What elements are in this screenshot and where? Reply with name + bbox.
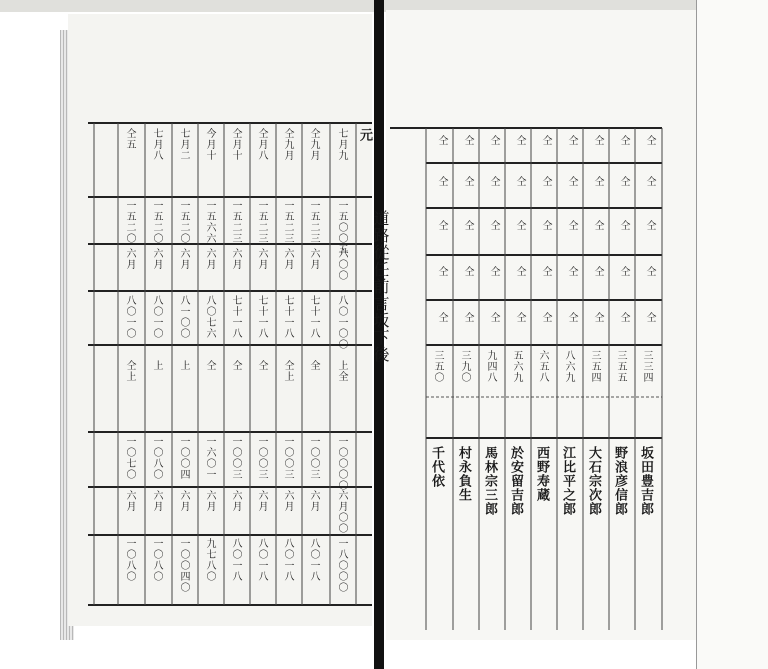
- left-cell-date: 六月: [282, 248, 293, 270]
- left-cell-date: 六月: [151, 248, 162, 270]
- right-marker: 仝: [566, 135, 577, 146]
- left-cell-range: 八一〇〇: [178, 295, 189, 339]
- right-marker: 仝: [618, 176, 629, 187]
- left-cell-final: 九七八〇: [204, 538, 215, 582]
- left-cell-days: 一五二三: [282, 200, 293, 244]
- right-marker: 仝: [618, 266, 629, 277]
- right-marker: 仝: [436, 176, 447, 187]
- left-cell-lastday: 六月: [178, 490, 189, 512]
- left-cell-days: 一五六六: [204, 200, 215, 244]
- left-cell-date: 六月: [204, 248, 215, 270]
- left-cell-days: 一五二〇: [124, 200, 135, 244]
- right-marker: 仝: [644, 176, 655, 187]
- right-entry-name: 野浪彦信郎: [612, 446, 627, 516]
- left-cell-num: 一〇八〇: [151, 436, 162, 480]
- right-marker: 仝: [540, 176, 551, 187]
- left-cell-final: 一八〇〇〇: [336, 538, 347, 593]
- left-cell-range: 七十一八: [256, 295, 267, 339]
- right-entry-date: 三五四: [589, 350, 600, 383]
- left-cell-month: 七月二: [178, 128, 189, 161]
- right-marker: 仝: [592, 176, 603, 187]
- right-marker: 仝: [514, 266, 525, 277]
- right-marker: 仝: [566, 176, 577, 187]
- right-entry-name: 坂田豊吉郎: [638, 446, 653, 516]
- left-cell-month: 七月八: [151, 128, 162, 161]
- heading-char-8: 下: [371, 329, 390, 346]
- left-cell-days: 一五二三: [308, 200, 319, 244]
- left-cell-month: 今月十: [204, 128, 215, 161]
- left-cell-range: 七十一八: [230, 295, 241, 339]
- right-marker: 仝: [618, 220, 629, 231]
- right-marker: 仝: [514, 220, 525, 231]
- left-cell-range: 八〇一〇: [124, 295, 135, 339]
- right-marker: 仝: [514, 176, 525, 187]
- left-cell-note: 上: [178, 360, 189, 371]
- left-cell-note: 上全: [336, 360, 347, 382]
- heading-char-4: 任: [371, 261, 390, 278]
- heading-char-1: 道: [371, 210, 390, 227]
- right-marker: 仝: [592, 266, 603, 277]
- right-marker: 仝: [566, 312, 577, 323]
- left-page-heading: [372, 210, 388, 363]
- left-cell-lastday: 六月: [204, 490, 215, 512]
- right-marker: 仝: [540, 312, 551, 323]
- right-marker: 仝: [462, 135, 473, 146]
- left-cell-final: 八〇一八: [282, 538, 293, 582]
- right-marker: 仝: [644, 266, 655, 277]
- left-cell-month: 仝五: [124, 128, 135, 150]
- right-marker: 仝: [592, 220, 603, 231]
- left-cell-date: 六月: [230, 248, 241, 270]
- left-cell-num: 一六〇一: [204, 436, 215, 480]
- right-marker: 仝: [540, 220, 551, 231]
- left-cell-month: 仝九月: [308, 128, 319, 161]
- heading-char-9: 後: [371, 346, 390, 363]
- left-cell-note: 仝: [230, 360, 241, 371]
- right-marker: 仝: [488, 176, 499, 187]
- right-entry-name: 馬林宗三郎: [482, 446, 497, 516]
- left-cell-num: 一〇〇三: [282, 436, 293, 480]
- label-0: 元: [357, 128, 372, 142]
- right-marker: 仝: [644, 220, 655, 231]
- left-cell-num: 一〇〇〇〇: [336, 436, 347, 491]
- right-entry-name: 大石宗次郎: [586, 446, 601, 516]
- right-marker: 仝: [514, 135, 525, 146]
- left-cell-num: 一〇〇三: [230, 436, 241, 480]
- right-marker: 仝: [462, 176, 473, 187]
- right-entry-name: 於安留吉郎: [508, 446, 523, 516]
- right-marker: 仝: [488, 220, 499, 231]
- left-cell-num: 一〇七〇: [124, 436, 135, 480]
- left-cell-lastday: 六月: [308, 490, 319, 512]
- left-cell-note: 全: [308, 360, 319, 371]
- left-cell-date: 六月: [124, 248, 135, 270]
- left-cell-note: 仝上: [282, 360, 293, 382]
- left-cell-days: 一五二〇: [151, 200, 162, 244]
- right-marker: 仝: [644, 135, 655, 146]
- right-entry-name: 江比平之郎: [560, 446, 575, 516]
- left-cell-date: 六月: [178, 248, 189, 270]
- left-cell-lastday: 六月: [124, 490, 135, 512]
- left-cell-final: 一〇八〇: [151, 538, 162, 582]
- right-marker: 仝: [488, 312, 499, 323]
- right-marker: 仝: [462, 312, 473, 323]
- right-marker: 仝: [462, 266, 473, 277]
- right-marker: 仝: [462, 220, 473, 231]
- left-cell-month: 仝月十: [230, 128, 241, 161]
- right-marker: 仝: [566, 220, 577, 231]
- left-cell-num: 一〇〇四: [178, 436, 189, 480]
- right-marker: 仝: [644, 312, 655, 323]
- left-cell-range: 七十一八: [282, 295, 293, 339]
- right-marker: 仝: [618, 135, 629, 146]
- heading-char-5: 前: [371, 278, 390, 295]
- right-entry-date: 三五五: [615, 350, 626, 383]
- left-cell-range: 八〇一〇: [151, 295, 162, 339]
- left-cell-final: 一〇〇四〇: [178, 538, 189, 593]
- right-entry-date: 五六九: [511, 350, 522, 383]
- left-cell-days: 一五二〇: [178, 200, 189, 244]
- right-entry-name: 西野寿蔵: [534, 446, 549, 502]
- right-entry-date: 三五〇: [432, 350, 443, 383]
- right-marker: 仝: [540, 266, 551, 277]
- left-cell-final: 八〇一八: [308, 538, 319, 582]
- heading-char-3: 從: [371, 244, 390, 261]
- right-marker: 仝: [436, 312, 447, 323]
- left-cell-note: 仝: [204, 360, 215, 371]
- right-entry-date: 九四八: [485, 350, 496, 383]
- left-cell-final: 一〇八〇: [124, 538, 135, 582]
- left-cell-final: 八〇一八: [230, 538, 241, 582]
- right-entry-date: 八六九: [563, 350, 574, 383]
- left-cell-month: 仝月八: [256, 128, 267, 161]
- left-cell-range: 八〇一〇〇: [336, 295, 347, 350]
- right-entry-date: 三九〇: [459, 350, 470, 383]
- left-row-labels: [358, 128, 371, 142]
- right-marker: 仝: [618, 312, 629, 323]
- right-marker: 仝: [488, 266, 499, 277]
- heading-char-2: 路: [371, 227, 390, 244]
- left-cell-note: 仝上: [124, 360, 135, 382]
- heading-char-7: 坂: [371, 312, 390, 329]
- right-marker: 仝: [436, 135, 447, 146]
- left-cell-lastday: 六月: [230, 490, 241, 512]
- left-cell-range: 八〇七六: [204, 295, 215, 339]
- right-marker: 仝: [540, 135, 551, 146]
- right-marker: 仝: [436, 220, 447, 231]
- heading-char-6: 言: [371, 295, 390, 312]
- right-marker: 仝: [566, 266, 577, 277]
- right-entry-name: 村永負生: [456, 446, 471, 502]
- left-cell-lastday: 六月: [256, 490, 267, 512]
- left-cell-lastday: 六月〇〇: [336, 490, 347, 534]
- left-cell-date: 六月: [308, 248, 319, 270]
- right-marker: 仝: [592, 135, 603, 146]
- left-cell-days: 一五二三: [230, 200, 241, 244]
- left-cell-date: 六〇〇: [336, 248, 347, 281]
- right-marker: 仝: [592, 312, 603, 323]
- right-marker: 仝: [488, 135, 499, 146]
- left-cell-final: 八〇一八: [256, 538, 267, 582]
- left-cell-range: 七十一八: [308, 295, 319, 339]
- right-entry-name: 千代依: [429, 446, 444, 488]
- left-cell-date: 六月: [256, 248, 267, 270]
- left-cell-lastday: 六月: [282, 490, 293, 512]
- right-entry-date: 三三四: [641, 350, 652, 383]
- left-cell-days: 一五二三: [256, 200, 267, 244]
- left-cell-lastday: 六月: [151, 490, 162, 512]
- left-cell-note: 上: [151, 360, 162, 371]
- left-cell-note: 仝: [256, 360, 267, 371]
- left-cell-month: 仝九月: [282, 128, 293, 161]
- right-entry-date: 六五八: [537, 350, 548, 383]
- left-cell-days: 一五〇〇五: [336, 200, 347, 255]
- right-marker: 仝: [436, 266, 447, 277]
- left-cell-num: 一〇〇三: [308, 436, 319, 480]
- left-cell-month: 七月九: [336, 128, 347, 161]
- right-marker: 仝: [514, 312, 525, 323]
- left-cell-num: 一〇〇三: [256, 436, 267, 480]
